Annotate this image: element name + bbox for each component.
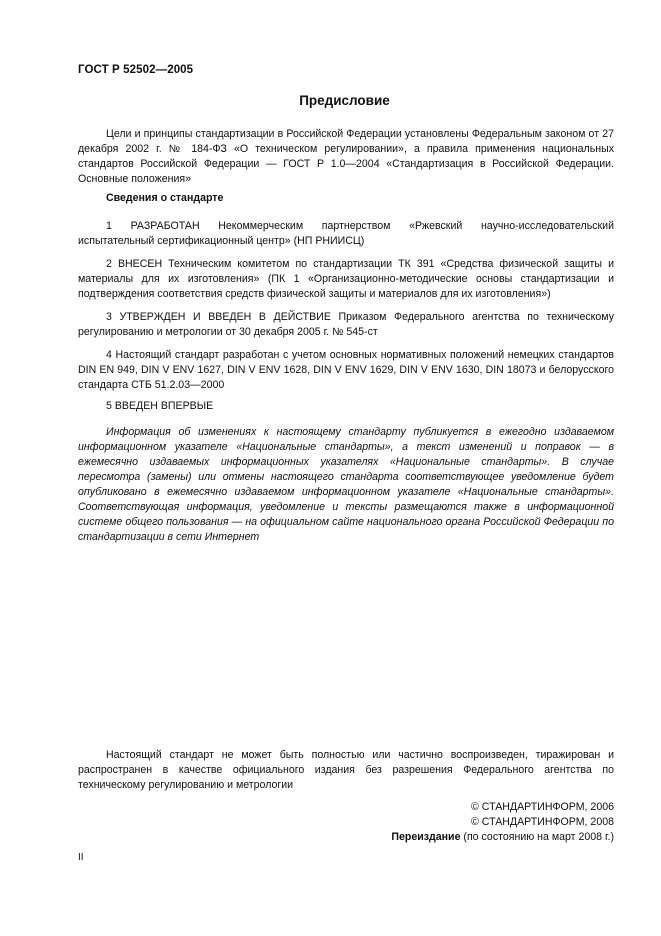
copyright-restriction-paragraph: Настоящий стандарт не может быть полностью или частично воспроизведен, тиражирован и распространен в качестве официального издания без разрешения Федерального агентства по техническому регулированию и метрологии [78,749,614,791]
info-item-5: 5 ВВЕДЕН ВПЕРВЫЕ [106,400,214,412]
info-item-3: 3 УТВЕРЖДЕН И ВВЕДЕН В ДЕЙСТВИЕ Приказом Федерального агентства по техническому регулированию и метрологии от 30 декабря 2005 г. № 545-ст [78,311,614,338]
preface-title: Предисловие [299,93,390,108]
preface-intro-paragraph: Цели и принципы стандартизации в Российской Федерации установлены Федеральным законом от 27 декабря 2002 г. № 184-ФЗ «О техническом регулировании», а правила применения национальных стандартов Российской Федерации — ГОСТ Р 1.0—2004 «Стандартизация в Российской Федерации. Основные положения» [78,128,614,185]
info-item-2: 2 ВНЕСЕН Техническим комитетом по стандартизации ТК 391 «Средства физической защиты и материалы для их изготовления» (ПК 1 «Организационно-методические основы стандартизации и подтверждения соответствия средств физической защиты и материалов для их изготовления») [78,258,614,300]
reissue-label: Переиздание [391,831,461,843]
copyright-line-2006: © СТАНДАРТИНФОРМ, 2006 [471,801,614,813]
copyright-line-2008: © СТАНДАРТИНФОРМ, 2008 [471,816,614,828]
changes-notice-paragraph: Информация об изменениях к настоящему стандарту публикуется в ежегодно издаваемом информационном указателе «Национальные стандарты», а текст изменений и поправок — в ежемесячно издаваемых информационных указателях «Национальные стандарты». В случае пересмотра (замены) или отмены настоящего стандарта соответствующее уведомление будет опубликовано в ежемесячно издаваемом информационном указателе «Национальные стандарты». Соответствующая информация, уведомление и тексты размещаются также в информационной системе общего пользования — на официальном сайте национального органа Российской Федерации по стандартизации в сети Интернет [78,426,614,543]
info-item-4: 4 Настоящий стандарт разработан с учетом основных нормативных положений немецких стандартов DIN EN 949, DIN V ENV 1627, DIN V ENV 1628, DIN V ENV 1629, DIN V ENV 1630, DIN 18073 и белорусского стандарта СТБ 51.2.03—2000 [78,349,614,391]
page-number: II [78,852,84,863]
copyright-block [391,800,614,845]
info-item-1: 1 РАЗРАБОТАН Некоммерческим партнерством «Ржевский научно-исследовательский испытательный сертификационный центр» (НП РНИИСЦ) [78,220,614,247]
standard-code-header: ГОСТ Р 52502—2005 [78,64,194,76]
reissue-note: (по состоянию на март 2008 г.) [460,831,614,843]
standard-info-heading: Сведения о стандарте [106,192,224,204]
reissue-line [391,830,614,845]
